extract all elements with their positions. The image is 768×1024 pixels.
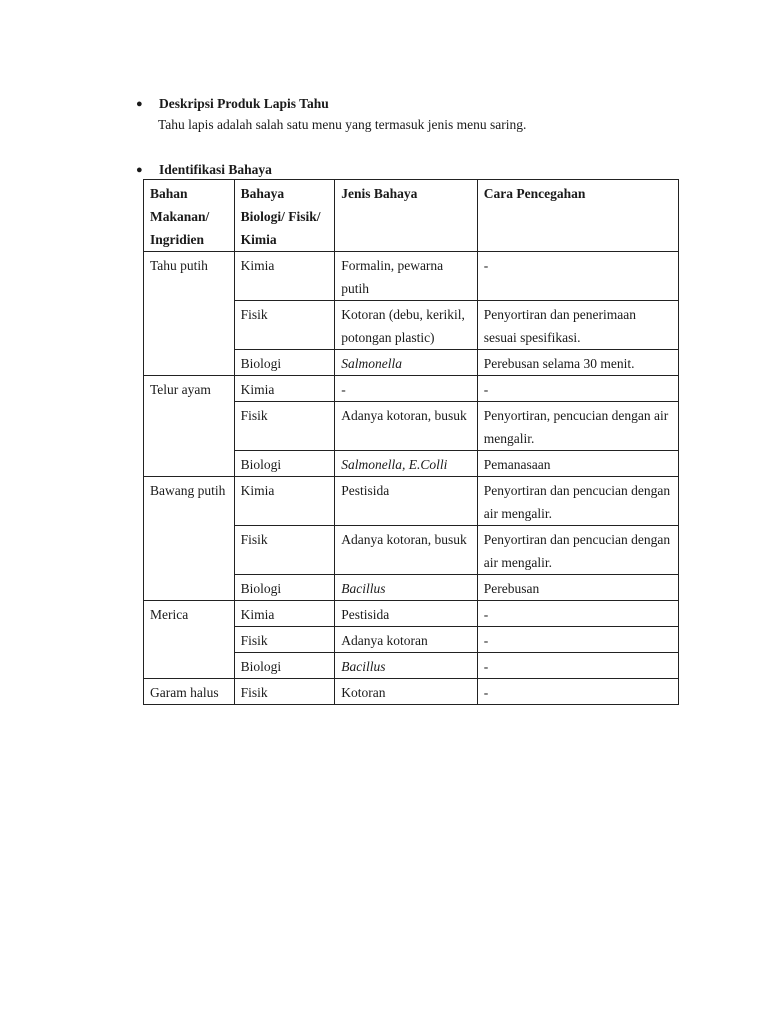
hazard-kind-cell: Pestisida xyxy=(335,477,478,526)
bullet-icon: ● xyxy=(136,164,143,176)
prevention-cell: - xyxy=(477,601,678,627)
hazard-type-cell: Kimia xyxy=(234,376,335,402)
prevention-cell: - xyxy=(477,252,678,301)
prevention-cell: Penyortiran dan penerimaan sesuai spesifikasi. xyxy=(477,301,678,350)
prevention-cell: Penyortiran dan pencucian dengan air mengalir. xyxy=(477,526,678,575)
prevention-cell: Pemanasaan xyxy=(477,451,678,477)
hazard-type-cell: Kimia xyxy=(234,477,335,526)
hazard-type-cell: Biologi xyxy=(234,350,335,376)
prevention-cell: - xyxy=(477,653,678,679)
hazard-type-cell: Biologi xyxy=(234,451,335,477)
table-row xyxy=(144,477,679,526)
prevention-cell: Perebusan selama 30 menit. xyxy=(477,350,678,376)
description-text: Tahu lapis adalah salah satu menu yang termasuk jenis menu saring. xyxy=(158,117,527,132)
hazard-kind-cell: Pestisida xyxy=(335,601,478,627)
hazard-type-cell: Fisik xyxy=(234,627,335,653)
ingredient-cell: Tahu putih xyxy=(144,252,235,376)
header-prevention: Cara Pencegahan xyxy=(477,180,678,252)
hazard-kind-cell: Kotoran (debu, kerikil, potongan plastic) xyxy=(335,301,478,350)
hazard-type-cell: Biologi xyxy=(234,575,335,601)
description-heading: Deskripsi Produk Lapis Tahu xyxy=(159,96,329,111)
hazard-kind-cell: Bacillus xyxy=(335,653,478,679)
hazard-kind-cell: Adanya kotoran, busuk xyxy=(335,402,478,451)
prevention-cell: - xyxy=(477,627,678,653)
hazard-kind-cell: - xyxy=(335,376,478,402)
ingredient-cell: Garam halus xyxy=(144,679,235,705)
header-hazard-type: Bahaya Biologi/ Fisik/ Kimia xyxy=(234,180,335,252)
table-row xyxy=(144,601,679,627)
bullet-icon: ● xyxy=(136,98,143,110)
hazard-type-cell: Fisik xyxy=(234,402,335,451)
header-ingredient: Bahan Makanan/ Ingridien xyxy=(144,180,235,252)
table-row xyxy=(144,679,679,705)
prevention-cell: Penyortiran dan pencucian dengan air mengalir. xyxy=(477,477,678,526)
table-header-row xyxy=(144,180,679,252)
header-hazard-kind: Jenis Bahaya xyxy=(335,180,478,252)
hazard-kind-cell: Salmonella, E.Colli xyxy=(335,451,478,477)
hazard-kind-cell: Adanya kotoran, busuk xyxy=(335,526,478,575)
prevention-cell: Perebusan xyxy=(477,575,678,601)
hazard-kind-cell: Salmonella xyxy=(335,350,478,376)
hazard-type-cell: Fisik xyxy=(234,679,335,705)
hazard-type-cell: Kimia xyxy=(234,252,335,301)
table-row xyxy=(144,252,679,301)
prevention-cell: - xyxy=(477,376,678,402)
table-row xyxy=(144,376,679,402)
hazard-type-cell: Biologi xyxy=(234,653,335,679)
hazard-kind-cell: Formalin, pewarna putih xyxy=(335,252,478,301)
hazard-table xyxy=(143,179,679,705)
hazard-type-cell: Kimia xyxy=(234,601,335,627)
ingredient-cell: Merica xyxy=(144,601,235,679)
ingredient-cell: Telur ayam xyxy=(144,376,235,477)
hazard-kind-cell: Adanya kotoran xyxy=(335,627,478,653)
prevention-cell: Penyortiran, pencucian dengan air mengalir. xyxy=(477,402,678,451)
hazard-kind-cell: Bacillus xyxy=(335,575,478,601)
hazard-kind-cell: Kotoran xyxy=(335,679,478,705)
prevention-cell: - xyxy=(477,679,678,705)
hazard-type-cell: Fisik xyxy=(234,301,335,350)
hazard-type-cell: Fisik xyxy=(234,526,335,575)
ingredient-cell: Bawang putih xyxy=(144,477,235,601)
hazard-heading: Identifikasi Bahaya xyxy=(159,162,272,177)
